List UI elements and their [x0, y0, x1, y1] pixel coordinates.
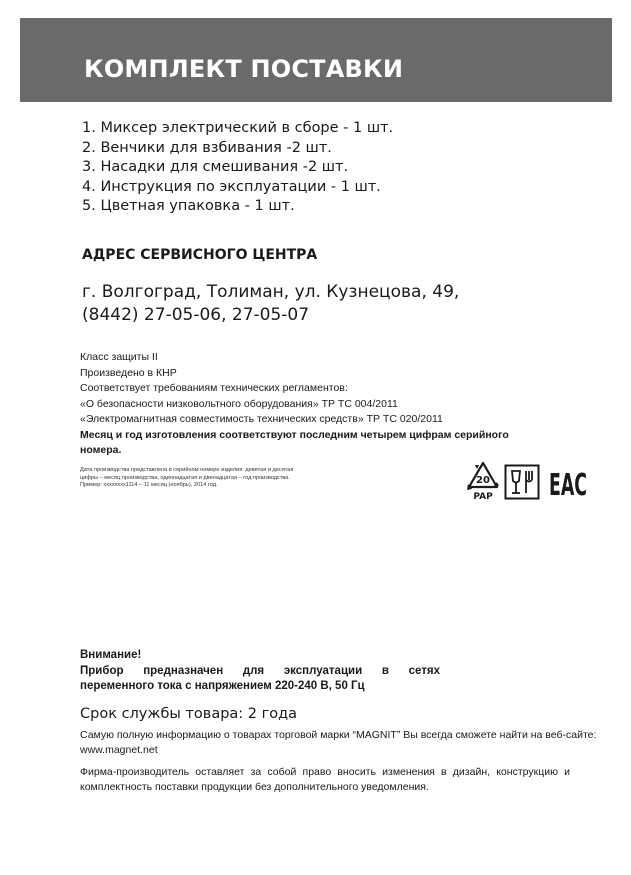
info-text: Самую полную информацию о товарах торговой марки “MAGNIT” Вы всегда сможете найти на веб-сайте: — [80, 729, 597, 741]
package-list — [82, 119, 393, 217]
address-line: г. Волгоград, Толиман, ул. Кузнецова, 49, — [82, 282, 460, 302]
eac-mark-text: EAC — [549, 468, 587, 503]
manufacturer-line: Фирма-производитель оставляет за собой право вносить изменения в дизайн, конструкцию и — [80, 766, 570, 778]
service-address — [82, 281, 459, 327]
serial-note: Месяц и год изготовления соответствуют последним четырем цифрам серийного номера. — [80, 428, 509, 456]
info-block — [80, 728, 597, 757]
service-center-heading: АДРЕС СЕРВИСНОГО ЦЕНТРА — [82, 247, 318, 263]
regulation-2: «Электромагнитная совместимость технических средств» ТР ТС 020/2011 — [80, 413, 443, 425]
list-item: 5. Цветная упаковка - 1 шт. — [82, 198, 295, 214]
fine-print-line: цифры – месяц производства, одиннадцатая и двенадцатая – год производства. — [80, 474, 290, 481]
website-text: www.magnet.net — [80, 743, 158, 756]
fine-print — [80, 467, 380, 490]
list-item: 1. Миксер электрический в сборе - 1 шт. — [82, 120, 394, 136]
page-title: КОМПЛЕКТ ПОСТАВКИ — [84, 55, 404, 83]
list-item: 4. Инструкция по эксплуатации - 1 шт. — [82, 178, 381, 195]
compliance-text: Соответствует требованиям технических регламентов: — [80, 382, 348, 394]
warning-line: переменного тока с напряжением 220-240 В, 50 Гц — [80, 680, 365, 692]
made-in: Произведено в КНР — [80, 366, 177, 379]
list-item: 3. Насадки для смешивания -2 шт. — [82, 159, 349, 175]
phone-line: (8442) 27-05-06, 27-05-07 — [82, 305, 310, 325]
warning-block — [80, 648, 440, 695]
manufacturer-note — [80, 765, 570, 794]
specifications — [80, 350, 550, 459]
recycle-code: PAP — [473, 492, 493, 502]
recycle-icon — [466, 460, 500, 504]
food-safe-icon — [504, 464, 540, 500]
eac-mark-icon — [548, 464, 588, 503]
regulation-1: «О безопасности низковольтного оборудования» ТР ТС 004/2011 — [80, 397, 398, 410]
service-life: Срок службы товара: 2 года — [80, 706, 298, 722]
list-item: 2. Венчики для взбивания -2 шт. — [82, 139, 332, 156]
header-banner — [20, 18, 612, 102]
recycle-number: 20 — [476, 475, 490, 486]
warning-title: Внимание! — [80, 649, 142, 661]
certification-icons — [466, 460, 591, 504]
manufacturer-line: комплектность поставки продукции без дополнительного уведомления. — [80, 780, 429, 793]
fine-print-line: Пример: xxxxxxxx1114 – 11 месяц (ноябрь), 2014 год. — [80, 482, 218, 489]
protection-class: Класс защиты II — [80, 351, 158, 363]
fine-print-line: Дата производства представлена в серийном номере изделия: девятая и десятая — [80, 467, 294, 473]
warning-line: Прибор предназначен для эксплуатации в сетях — [80, 664, 440, 677]
